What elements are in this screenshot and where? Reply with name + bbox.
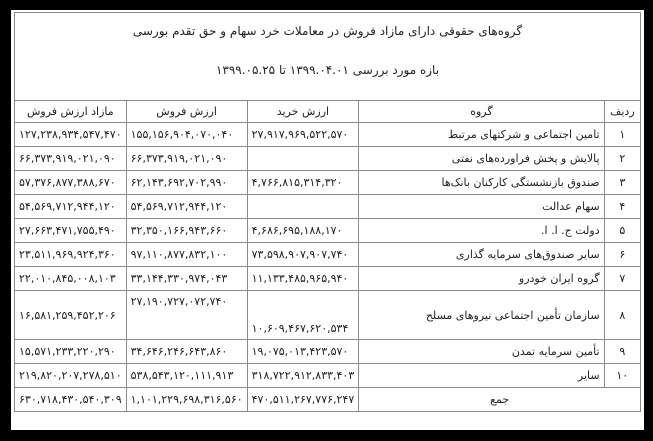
surplus-value: ۵۷,۳۷۶,۸۷۷,۳۸۸,۶۷۰ bbox=[15, 171, 127, 195]
surplus-value: ۶۶,۳۷۳,۹۱۹,۰۲۱,۰۹۰ bbox=[15, 147, 127, 171]
table-row bbox=[15, 340, 641, 364]
surplus-value: ۲۱۹,۸۲۰,۲۰۷,۲۷۸,۵۱۰ bbox=[15, 364, 127, 388]
row-number: ۷ bbox=[604, 267, 640, 291]
buy-value bbox=[247, 195, 359, 219]
row-number: ۵ bbox=[604, 219, 640, 243]
sell-value: ۳۳,۱۴۴,۳۳۰,۹۷۴,۰۴۳ bbox=[126, 267, 247, 291]
buy-value: ۱۱,۱۳۳,۴۸۵,۹۶۵,۹۴۰ bbox=[247, 267, 359, 291]
buy-value: ۴,۶۸۶,۶۹۵,۱۸۸,۱۷۰ bbox=[247, 219, 359, 243]
group-name: سازمان تأمین اجتماعی نیروهای مسلح bbox=[359, 291, 604, 340]
period-subtitle: بازه مورد بررسی ۱۳۹۹.۰۴.۰۱ تا ۱۳۹۹.۰۵.۲۵ bbox=[215, 63, 440, 77]
group-name: سایر صندوق‌های سرمایه گذاری bbox=[359, 243, 604, 267]
group-name: سایر bbox=[359, 364, 604, 388]
table-row bbox=[15, 171, 641, 195]
buy-value: ۷۳,۵۹۸,۹۰۷,۹۰۷,۷۴۰ bbox=[247, 243, 359, 267]
sell-value: ۲۷,۱۹۰,۷۲۷,۰۷۲,۷۴۰ bbox=[126, 291, 247, 340]
buy-value: ۲۷,۹۱۷,۹۶۹,۵۲۲,۵۷۰ bbox=[247, 123, 359, 147]
table-row bbox=[15, 219, 641, 243]
group-name: گروه ایران خودرو bbox=[359, 267, 604, 291]
row-number: ۱۰ bbox=[604, 364, 640, 388]
row-number: ۴ bbox=[604, 195, 640, 219]
sell-value: ۵۳۸,۵۴۳,۱۲۰,۱۱۱,۹۱۳ bbox=[126, 364, 247, 388]
total-label: جمع bbox=[359, 388, 641, 412]
total-surplus: ۶۳۰,۷۱۸,۴۳۰,۵۴۰,۳۰۹ bbox=[15, 388, 127, 412]
buy-value: ۴,۷۶۶,۸۱۵,۳۱۴,۳۲۰ bbox=[247, 171, 359, 195]
header-group: گروه bbox=[359, 101, 604, 123]
total-row bbox=[15, 388, 641, 412]
surplus-sales-table bbox=[14, 12, 641, 412]
total-sell: ۱,۱۰۱,۲۲۹,۶۹۸,۳۱۶,۵۶۰ bbox=[126, 388, 247, 412]
buy-value: ۳۱۸,۷۲۲,۹۱۲,۸۳۳,۴۰۳ bbox=[247, 364, 359, 388]
table-row bbox=[15, 364, 641, 388]
table-row bbox=[15, 147, 641, 171]
group-name: تأمین سرمایه تمدن bbox=[359, 340, 604, 364]
surplus-value: ۱۶,۵۸۱,۲۵۹,۴۵۲,۲۰۶ bbox=[15, 291, 127, 340]
surplus-value: ۲۳,۵۱۱,۹۶۹,۹۲۴,۳۶۰ bbox=[15, 243, 127, 267]
table-title: گروه‌های حقوقی دارای مازاد فروش در معاملات خرد سهام و حق تقدم بورسی bbox=[132, 24, 523, 38]
table-row bbox=[15, 267, 641, 291]
group-name: تامین اجتماعی و شرکتهای مرتبط bbox=[359, 123, 604, 147]
total-buy: ۴۷۰,۵۱۱,۲۶۷,۷۷۶,۲۴۷ bbox=[247, 388, 359, 412]
group-name: پالایش و پخش فراورده‌های نفتی bbox=[359, 147, 604, 171]
sell-value: ۹۷,۱۱۰,۸۷۷,۸۳۲,۱۰۰ bbox=[126, 243, 247, 267]
title-row bbox=[15, 13, 641, 101]
surplus-value: ۲۷,۶۶۳,۴۷۱,۷۵۵,۴۹۰ bbox=[15, 219, 127, 243]
row-number: ۸ bbox=[604, 291, 640, 340]
group-name: صندوق بازنشستگی کارکنان بانک‌ها bbox=[359, 171, 604, 195]
sell-value: ۳۴,۶۴۶,۲۴۶,۶۴۳,۸۶۰ bbox=[126, 340, 247, 364]
sell-value: ۱۵۵,۱۵۶,۹۰۴,۰۷۰,۰۴۰ bbox=[126, 123, 247, 147]
buy-value: ۱۹,۰۷۵,۰۱۳,۴۲۳,۵۷۰ bbox=[247, 340, 359, 364]
header-row-number: ردیف bbox=[604, 101, 640, 123]
row-number: ۶ bbox=[604, 243, 640, 267]
header-buy: ارزش خرید bbox=[247, 101, 359, 123]
surplus-value: ۱۲۷,۲۳۸,۹۳۴,۵۴۷,۴۷۰ bbox=[15, 123, 127, 147]
header-surplus: مازاد ارزش فروش bbox=[15, 101, 127, 123]
row-number: ۹ bbox=[604, 340, 640, 364]
header-row bbox=[15, 101, 641, 123]
table-row bbox=[15, 195, 641, 219]
group-name: دولت ج. ا. ا. bbox=[359, 219, 604, 243]
row-number: ۲ bbox=[604, 147, 640, 171]
table-row bbox=[15, 123, 641, 147]
table-row bbox=[15, 243, 641, 267]
row-number: ۱ bbox=[604, 123, 640, 147]
table-row bbox=[15, 291, 641, 340]
sell-value: ۵۴,۵۶۹,۷۱۲,۹۴۴,۱۲۰ bbox=[126, 195, 247, 219]
buy-value: ۱۰,۶۰۹,۴۶۷,۶۲۰,۵۳۴ bbox=[247, 291, 359, 340]
surplus-value: ۵۴,۵۶۹,۷۱۲,۹۴۴,۱۲۰ bbox=[15, 195, 127, 219]
document-panel bbox=[11, 10, 644, 430]
sell-value: ۶۶,۳۷۳,۹۱۹,۰۲۱,۰۹۰ bbox=[126, 147, 247, 171]
group-name: سهام عدالت bbox=[359, 195, 604, 219]
sell-value: ۶۲,۱۴۳,۶۹۲,۷۰۲,۹۹۰ bbox=[126, 171, 247, 195]
row-number: ۳ bbox=[604, 171, 640, 195]
surplus-value: ۱۵,۵۷۱,۲۳۳,۲۲۰,۲۹۰ bbox=[15, 340, 127, 364]
buy-value bbox=[247, 147, 359, 171]
surplus-value: ۲۲,۰۱۰,۸۴۵,۰۰۸,۱۰۳ bbox=[15, 267, 127, 291]
sell-value: ۳۲,۳۵۰,۱۶۶,۹۴۳,۶۶۰ bbox=[126, 219, 247, 243]
header-sell: ارزش فروش bbox=[126, 101, 247, 123]
